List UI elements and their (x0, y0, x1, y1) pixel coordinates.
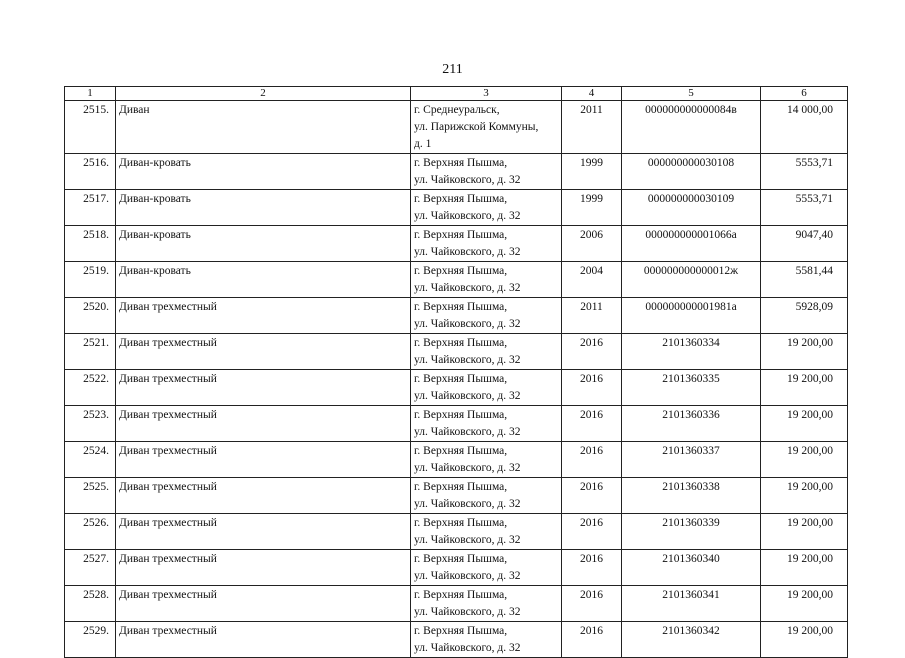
address-line: г. Верхняя Пышма, (414, 517, 508, 529)
column-header: 2 (116, 87, 411, 101)
year-cell: 2016 (562, 550, 622, 586)
inventory-number-cell: 2101360342 (622, 622, 761, 658)
row-number-cell: 2526. (65, 514, 116, 550)
row-number-cell: 2528. (65, 586, 116, 622)
table-row (65, 101, 848, 154)
column-header: 4 (562, 87, 622, 101)
table-row (65, 226, 848, 262)
row-number-cell: 2524. (65, 442, 116, 478)
cost-cell: 5928,09 (761, 298, 848, 334)
item-name-cell: Диван (116, 101, 411, 154)
table-row (65, 406, 848, 442)
year-cell: 2016 (562, 478, 622, 514)
year-cell: 1999 (562, 190, 622, 226)
cost-cell: 19 200,00 (761, 406, 848, 442)
cost-cell: 19 200,00 (761, 334, 848, 370)
address-line: ул. Парижской Коммуны, (414, 121, 539, 133)
cost-cell: 19 200,00 (761, 442, 848, 478)
cost-cell: 5553,71 (761, 154, 848, 190)
row-number-cell: 2522. (65, 370, 116, 406)
address-line: г. Верхняя Пышма, (414, 409, 508, 421)
inventory-number-cell: 2101360339 (622, 514, 761, 550)
cost-cell: 19 200,00 (761, 370, 848, 406)
address-line: г. Верхняя Пышма, (414, 193, 508, 205)
address-cell (411, 442, 562, 478)
address-line: ул. Чайковского, д. 32 (414, 426, 521, 438)
inventory-number-cell: 2101360334 (622, 334, 761, 370)
registry-table (64, 86, 848, 658)
address-line: г. Верхняя Пышма, (414, 445, 508, 457)
address-cell (411, 154, 562, 190)
year-cell: 2016 (562, 442, 622, 478)
address-cell (411, 334, 562, 370)
item-name-cell: Диван трехместный (116, 370, 411, 406)
year-cell: 1999 (562, 154, 622, 190)
address-line: ул. Чайковского, д. 32 (414, 606, 521, 618)
item-name-cell: Диван трехместный (116, 478, 411, 514)
address-line: ул. Чайковского, д. 32 (414, 318, 521, 330)
cost-cell: 14 000,00 (761, 101, 848, 154)
item-name-cell: Диван трехместный (116, 334, 411, 370)
table-row (65, 514, 848, 550)
address-cell (411, 406, 562, 442)
address-cell (411, 190, 562, 226)
column-header: 3 (411, 87, 562, 101)
row-number-cell: 2515. (65, 101, 116, 154)
address-cell (411, 298, 562, 334)
table-row (65, 334, 848, 370)
table-row (65, 550, 848, 586)
table-row (65, 478, 848, 514)
address-line: г. Верхняя Пышма, (414, 337, 508, 349)
column-header: 5 (622, 87, 761, 101)
address-cell (411, 101, 562, 154)
inventory-number-cell: 2101360341 (622, 586, 761, 622)
table-row (65, 298, 848, 334)
inventory-number-cell: 000000000030108 (622, 154, 761, 190)
table-row (65, 442, 848, 478)
address-line: г. Верхняя Пышма, (414, 373, 508, 385)
address-cell (411, 586, 562, 622)
inventory-number-cell: 2101360340 (622, 550, 761, 586)
cost-cell: 19 200,00 (761, 514, 848, 550)
item-name-cell: Диван трехместный (116, 550, 411, 586)
year-cell: 2004 (562, 262, 622, 298)
inventory-number-cell: 000000000030109 (622, 190, 761, 226)
column-header: 6 (761, 87, 848, 101)
address-cell (411, 370, 562, 406)
address-line: ул. Чайковского, д. 32 (414, 462, 521, 474)
address-cell (411, 226, 562, 262)
header-row (65, 87, 848, 101)
cost-cell: 19 200,00 (761, 478, 848, 514)
address-cell (411, 514, 562, 550)
row-number-cell: 2527. (65, 550, 116, 586)
address-line: ул. Чайковского, д. 32 (414, 498, 521, 510)
cost-cell: 19 200,00 (761, 550, 848, 586)
table-row (65, 586, 848, 622)
row-number-cell: 2516. (65, 154, 116, 190)
address-cell (411, 262, 562, 298)
row-number-cell: 2529. (65, 622, 116, 658)
address-cell (411, 478, 562, 514)
year-cell: 2016 (562, 334, 622, 370)
address-line: г. Верхняя Пышма, (414, 301, 508, 313)
address-line: ул. Чайковского, д. 32 (414, 390, 521, 402)
address-line: д. 1 (414, 138, 432, 150)
year-cell: 2016 (562, 586, 622, 622)
item-name-cell: Диван-кровать (116, 154, 411, 190)
row-number-cell: 2523. (65, 406, 116, 442)
cost-cell: 19 200,00 (761, 622, 848, 658)
row-number-cell: 2521. (65, 334, 116, 370)
address-line: ул. Чайковского, д. 32 (414, 642, 521, 654)
address-line: г. Среднеуральск, (414, 104, 500, 116)
address-line: г. Верхняя Пышма, (414, 229, 508, 241)
address-line: ул. Чайковского, д. 32 (414, 534, 521, 546)
table-row (65, 154, 848, 190)
inventory-number-cell: 2101360336 (622, 406, 761, 442)
inventory-number-cell: 2101360338 (622, 478, 761, 514)
inventory-number-cell: 2101360335 (622, 370, 761, 406)
page-number: 211 (442, 62, 463, 77)
item-name-cell: Диван трехместный (116, 406, 411, 442)
address-line: ул. Чайковского, д. 32 (414, 570, 521, 582)
item-name-cell: Диван-кровать (116, 190, 411, 226)
row-number-cell: 2520. (65, 298, 116, 334)
inventory-number-cell: 000000000001066а (622, 226, 761, 262)
cost-cell: 5553,71 (761, 190, 848, 226)
row-number-cell: 2517. (65, 190, 116, 226)
table-row (65, 370, 848, 406)
item-name-cell: Диван-кровать (116, 226, 411, 262)
year-cell: 2016 (562, 622, 622, 658)
inventory-number-cell: 000000000001981а (622, 298, 761, 334)
item-name-cell: Диван трехместный (116, 514, 411, 550)
inventory-number-cell: 000000000000084в (622, 101, 761, 154)
cost-cell: 19 200,00 (761, 586, 848, 622)
address-cell (411, 550, 562, 586)
row-number-cell: 2525. (65, 478, 116, 514)
year-cell: 2016 (562, 406, 622, 442)
item-name-cell: Диван трехместный (116, 586, 411, 622)
address-line: ул. Чайковского, д. 32 (414, 282, 521, 294)
inventory-number-cell: 000000000000012ж (622, 262, 761, 298)
table-body (65, 101, 848, 658)
table-row (65, 262, 848, 298)
row-number-cell: 2518. (65, 226, 116, 262)
cost-cell: 9047,40 (761, 226, 848, 262)
year-cell: 2016 (562, 514, 622, 550)
address-line: г. Верхняя Пышма, (414, 481, 508, 493)
address-line: г. Верхняя Пышма, (414, 589, 508, 601)
cost-cell: 5581,44 (761, 262, 848, 298)
address-line: ул. Чайковского, д. 32 (414, 354, 521, 366)
item-name-cell: Диван трехместный (116, 442, 411, 478)
year-cell: 2011 (562, 101, 622, 154)
address-line: ул. Чайковского, д. 32 (414, 246, 521, 258)
address-line: г. Верхняя Пышма, (414, 157, 508, 169)
address-line: ул. Чайковского, д. 32 (414, 210, 521, 222)
address-line: г. Верхняя Пышма, (414, 265, 508, 277)
table-row (65, 190, 848, 226)
column-header: 1 (65, 87, 116, 101)
address-line: г. Верхняя Пышма, (414, 625, 508, 637)
item-name-cell: Диван-кровать (116, 262, 411, 298)
item-name-cell: Диван трехместный (116, 298, 411, 334)
inventory-number-cell: 2101360337 (622, 442, 761, 478)
item-name-cell: Диван трехместный (116, 622, 411, 658)
address-line: ул. Чайковского, д. 32 (414, 174, 521, 186)
address-line: г. Верхняя Пышма, (414, 553, 508, 565)
year-cell: 2006 (562, 226, 622, 262)
year-cell: 2011 (562, 298, 622, 334)
row-number-cell: 2519. (65, 262, 116, 298)
year-cell: 2016 (562, 370, 622, 406)
